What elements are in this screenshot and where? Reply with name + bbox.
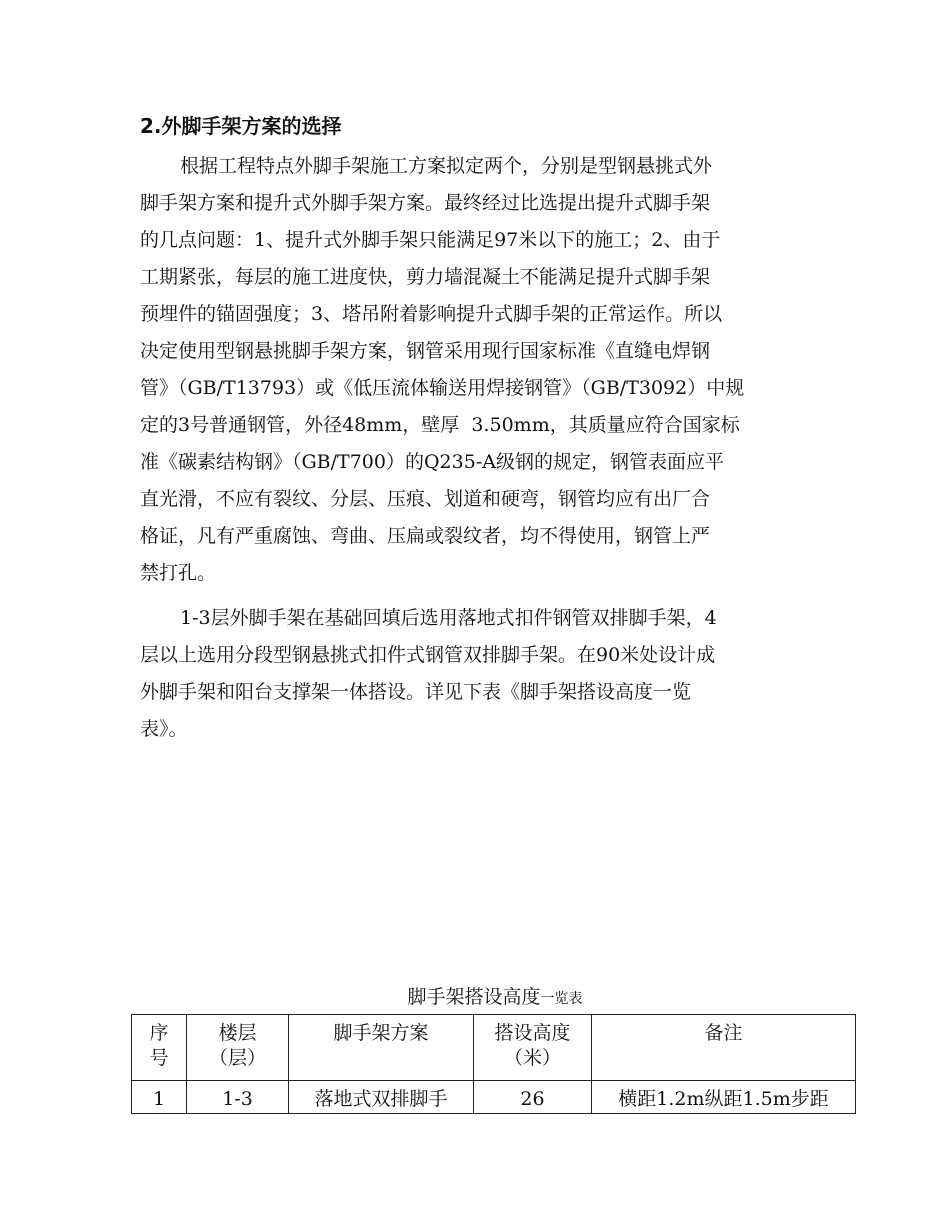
header-line: 序	[149, 1022, 169, 1044]
table-header-row	[132, 1015, 856, 1081]
paragraph-scaffold-selection	[140, 148, 810, 592]
cell-number: 1	[132, 1081, 187, 1114]
paragraph-line: 预埋件的锚固强度；3、塔吊附着影响提升式脚手架的正常运作。所以	[140, 303, 723, 325]
paragraph-line: 层以上选用分段型钢悬挑式扣件式钢管双排脚手架。在90米处设计成	[140, 644, 716, 666]
header-line: 楼层	[218, 1022, 257, 1044]
paragraph-line: 管》（GB/T13793）或《低压流体输送用焊接钢管》（GB/T3092）中规	[140, 377, 745, 399]
header-line: 脚手架方案	[333, 1022, 429, 1044]
section-heading: 2.外脚手架方案的选择	[140, 114, 342, 138]
cell-floor: 1-3	[187, 1081, 289, 1114]
header-cell-number	[132, 1015, 187, 1081]
table-caption-main: 脚手架搭设高度	[407, 986, 541, 1008]
header-line: （层）	[208, 1047, 266, 1069]
paragraph-line: 表》。	[140, 718, 188, 740]
scaffold-height-table	[131, 1014, 856, 1114]
paragraph-line: 定的3号普通钢管，外径48mm，壁厚 3.50mm，其质量应符合国家标	[140, 414, 740, 436]
header-cell-height	[474, 1015, 592, 1081]
paragraph-line: 准《碳素结构钢》（GB/T700）的Q235-A级钢的规定，钢管表面应平	[140, 451, 724, 473]
cell-scheme: 落地式双排脚手	[289, 1081, 474, 1114]
table-caption	[0, 984, 950, 1012]
paragraph-line: 根据工程特点外脚手架施工方案拟定两个，分别是型钢悬挑式外	[180, 155, 713, 177]
header-line: （米）	[503, 1047, 561, 1069]
header-cell-floor	[187, 1015, 289, 1081]
table-row	[132, 1081, 856, 1114]
table-caption-suffix: 一览表	[540, 991, 583, 1007]
paragraph-line: 外脚手架和阳台支撑架一体搭设。详见下表《脚手架搭设高度一览	[140, 681, 692, 703]
paragraph-line: 工期紧张，每层的施工进度快，剪力墙混凝土不能满足提升式脚手架	[140, 266, 711, 288]
header-line: 搭设高度	[494, 1022, 571, 1044]
header-cell-scheme	[289, 1015, 474, 1081]
paragraph-line: 1-3层外脚手架在基础回填后选用落地式扣件钢管双排脚手架，4	[180, 607, 717, 629]
paragraph-line: 的几点问题：1、提升式外脚手架只能满足97米以下的施工；2、由于	[140, 229, 721, 251]
paragraph-line: 禁打孔。	[140, 562, 217, 584]
paragraph-scaffold-arrangement	[140, 600, 810, 748]
header-cell-remarks	[592, 1015, 856, 1081]
paragraph-line: 直光滑，不应有裂纹、分层、压痕、划道和硬弯，钢管均应有出厂合	[140, 488, 711, 510]
cell-remarks: 横距1.2m纵距1.5m步距	[592, 1081, 856, 1114]
cell-height: 26	[474, 1081, 592, 1114]
paragraph-line: 格证，凡有严重腐蚀、弯曲、压扁或裂纹者，均不得使用，钢管上严	[140, 525, 711, 547]
paragraph-line: 决定使用型钢悬挑脚手架方案，钢管采用现行国家标准《直缝电焊钢	[140, 340, 711, 362]
header-line: 号	[149, 1047, 169, 1069]
header-line: 备注	[704, 1022, 743, 1044]
paragraph-line: 脚手架方案和提升式外脚手架方案。最终经过比选提出提升式脚手架	[140, 192, 711, 214]
